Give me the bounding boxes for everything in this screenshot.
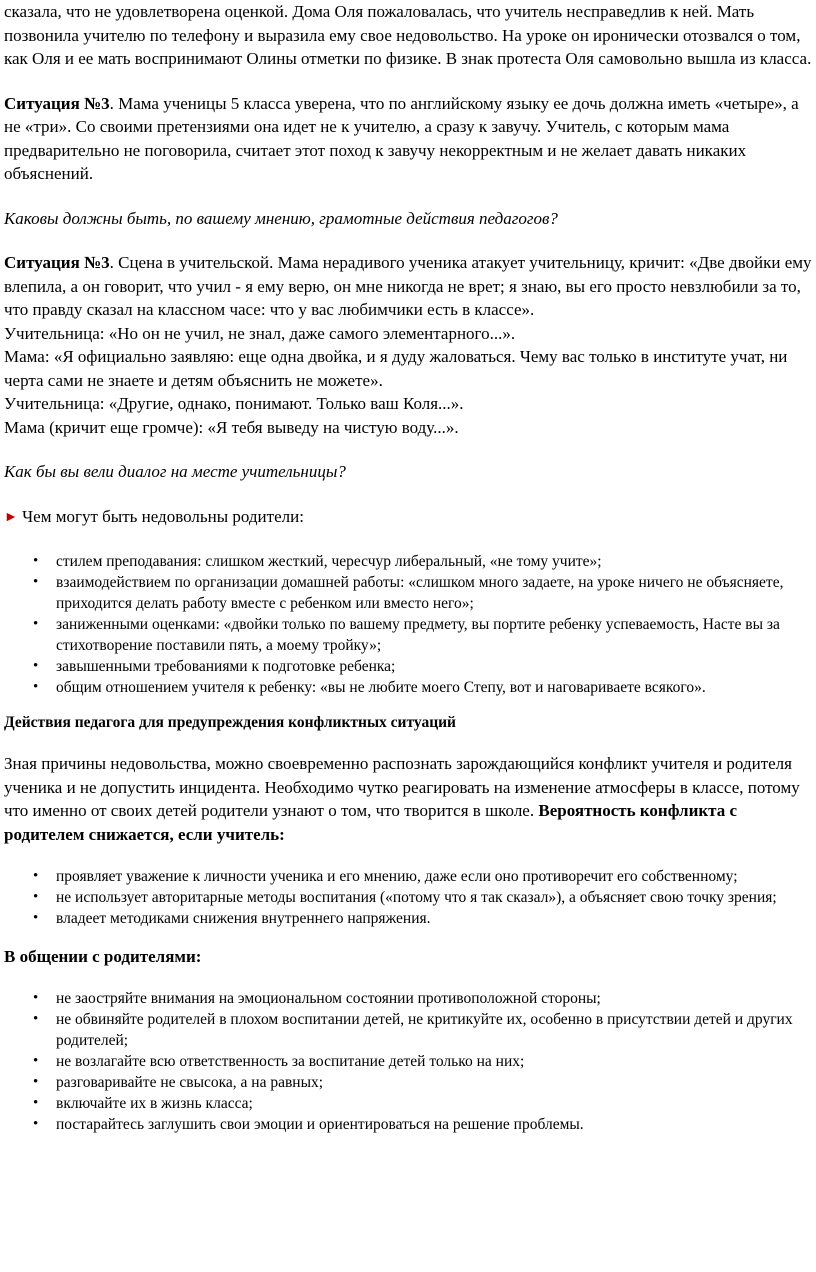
dissatisfaction-heading [4,505,813,530]
list-item [4,614,813,656]
situation-3a-text: . Мама ученицы 5 класса уверена, что по английскому языку ее дочь должна иметь «четыре», а не «три». Со своими претензиями она идет не к учителю, а сразу к завучу. Учитель, с которым мама предварительно не поговорила, считает этот поход к завучу некорректным и не желает давать никаких объяснений. [4,93,799,183]
list-item-text: взаимодействием по организации домашней работы: «слишком много задаете, на уроке ничего не объясняете, приходится делать работу вместе с ребенком или вместо него»; [56,574,784,612]
list-item-text: владеет методиками снижения внутреннего напряжения. [56,910,431,927]
situation-3a-label: Ситуация №3 [4,93,110,113]
intro-paragraph: сказала, что не удовлетворена оценкой. Дома Оля пожаловалась, что учитель несправедлив к ней. Мать позвонила учителю по телефону и выразила ему свое недовольство. На уроке он иронически отозвался о том, как Оля и ее мать воспринимают Олины отметки по физике. В знак протеста Оля самовольно вышла из класса. [4,2,812,68]
dialog-line: Мама: «Я официально заявляю: еще одна двойка, и я дуду жаловаться. Чему вас только в институте учат, ни черта сами не знаете и детям объяснить не можете». [4,347,788,390]
list-item [4,887,813,908]
list-item [4,1114,813,1135]
list-item-text: постарайтесь заглушить свои эмоции и ориентироваться на решение проблемы. [56,1116,584,1133]
bullet-icon: • [33,658,39,674]
dialog-line: Мама (кричит еще громче): «Я тебя выведу на чистую воду...». [4,417,459,437]
list-item [4,1051,813,1072]
list-item [4,1072,813,1093]
prevention-heading: Действия педагога для предупреждения конфликтных ситуаций [4,714,456,731]
list-item [4,1093,813,1114]
list-item [4,988,813,1009]
bullet-icon: • [33,910,39,926]
list-item-text: не обвиняйте родителей в плохом воспитании детей, не критикуйте их, особенно в присутствии детей и других родителей; [56,1011,793,1049]
bullet-icon: • [33,1095,39,1111]
situation-3b-paragraph [4,251,813,322]
list-item [4,677,813,698]
bullet-icon: • [33,1053,39,1069]
dissatisfaction-heading-text: Чем могут быть недовольны родители: [17,506,304,526]
bullet-icon: • [33,574,39,590]
bullet-icon: • [33,1011,39,1027]
question-2: Как бы вы вели диалог на месте учительницы? [4,462,346,481]
arrow-icon: ► [4,509,18,525]
bullet-icon: • [33,616,39,632]
situation-3b-label: Ситуация №3 [4,253,110,272]
bullet-icon: • [33,868,39,884]
communication-heading: В общении с родителями: [4,947,202,966]
bullet-icon: • [33,553,39,569]
prevention-paragraph [4,752,813,846]
situation-3b-text: . Сцена в учительской. Мама нерадивого ученика атакует учительницу, кричит: «Две двойки ему влепила, а он говорит, что учил - я ему верю, он мне никогда не врет; я знаю, вы его просто невзлюбили за то, что правду сказал на классном часе: что у вас любимчики есть в классе». [4,253,812,319]
prevention-text-bold: Вероятность конфликта с родителем снижается, если учитель: [4,801,738,844]
list-item-text: общим отношением учителя к ребенку: «вы не любите моего Степу, вот и наговариваете всякого». [56,679,706,696]
bullet-icon: • [33,1074,39,1090]
list-item-text: не заостряйте внимания на эмоциональном состоянии противоположной стороны; [56,990,601,1007]
list-item-text: не возлагайте всю ответственность за воспитание детей только на них; [56,1053,525,1070]
dialog-line: Учительница: «Но он не учил, не знал, даже самого элементарного...». [4,323,516,343]
prevention-text: Зная причины недовольства, можно своевременно распознать зарождающийся конфликт учителя и родителя ученика и не допустить инцидента. Необходимо чутко реагировать на изменение атмосферы в классе, потому что именно от своих детей родители узнают о том, что творится в школе. [4,754,800,820]
bullet-icon: • [33,990,39,1006]
list-item-text: завышенными требованиями к подготовке ребенка; [56,658,396,675]
bullet-icon: • [33,889,39,905]
dialog-line: Учительница: «Другие, однако, понимают. Только ваш Коля...». [4,394,464,413]
list-item [4,551,813,572]
list-item [4,1009,813,1051]
bullet-icon: • [33,1116,39,1132]
list-item [4,656,813,677]
list-item [4,572,813,614]
list-item-text: проявляет уважение к личности ученика и его мнению, даже если оно противоречит его собственному; [56,868,738,885]
situation-3a-paragraph [4,92,813,186]
bullet-icon: • [33,679,39,695]
question-1: Каковы должны быть, по вашему мнению, грамотные действия педагогов? [4,208,558,228]
dissatisfaction-list [4,551,813,698]
list-item-text: заниженными оценками: «двойки только по вашему предмету, вы портите ребенку успеваемость, Насте вы за стихотворение поставили пять, а моему тройку»; [56,616,780,654]
prevention-list [4,866,813,929]
list-item-text: стилем преподавания: слишком жесткий, чересчур либеральный, «не тому учите»; [56,553,602,570]
list-item [4,908,813,929]
list-item-text: разговаривайте не свысока, а на равных; [56,1074,324,1091]
communication-list [4,988,813,1135]
list-item [4,866,813,887]
list-item-text: включайте их в жизнь класса; [56,1095,253,1112]
list-item-text: не использует авторитарные методы воспитания («потому что я так сказал»), а объясняет свою точку зрения; [56,889,777,906]
